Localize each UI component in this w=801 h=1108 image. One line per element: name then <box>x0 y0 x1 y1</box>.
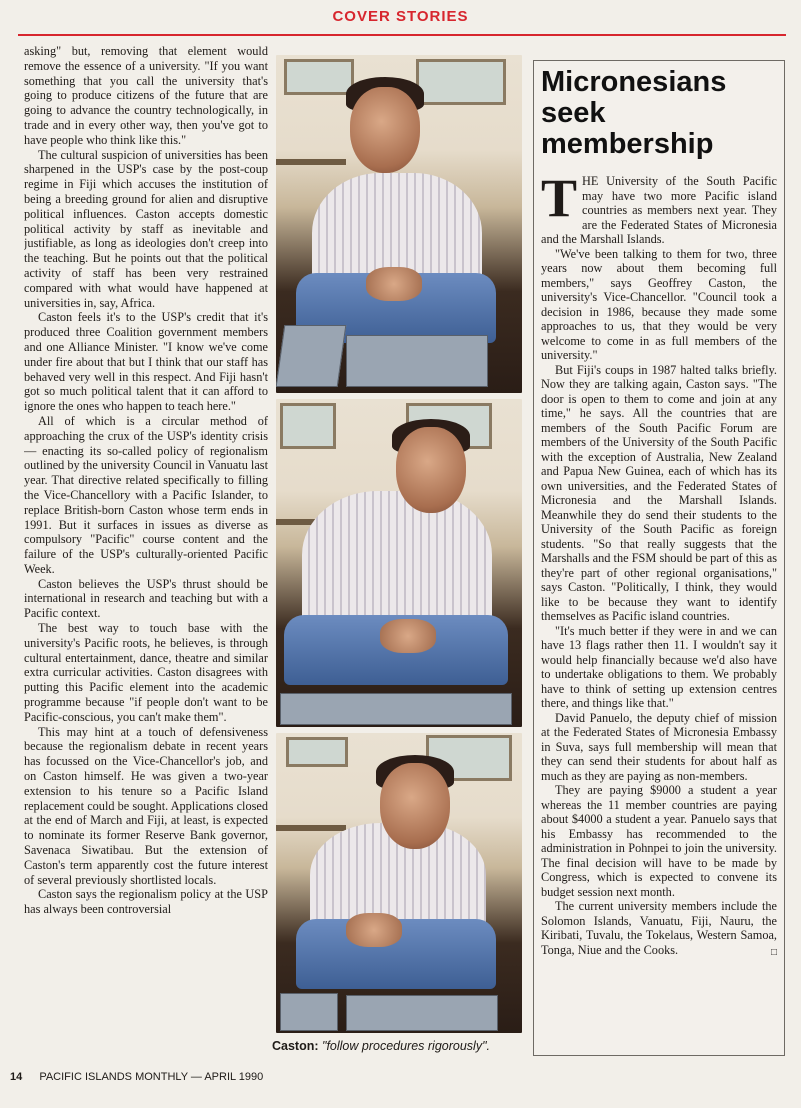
sidebar-paragraph: David Panuelo, the deputy chief of mission at the Federated States of Micronesia Embassy in Suva, says full membership will mean that they can send their students for about half as much as they are paying as non-members. <box>541 710 777 783</box>
photo-caston-1 <box>276 55 522 393</box>
sidebar-paragraph <box>541 168 777 247</box>
sidebar-title: Micronesians seek membership <box>541 66 727 160</box>
page-footer <box>10 1071 263 1083</box>
end-mark-icon: □ <box>770 946 777 958</box>
article-paragraph: The best way to touch base with the university's Pacific roots, he believes, is through cultural entertainment, dance, theatre and similar extra curricular activities. Caston disagrees with putting this Pacific element into the academic programme because "if people don't want to be Pacific-conscious, you can't make them". <box>24 621 268 724</box>
article-paragraph: The cultural suspicion of universities has been sharpened in the USP's case by the post-coup regime in Fiji which accuses the institution of being a breeding ground for alien and disruptive political influences. Caston accepts domestic political activity by staff as inevitable and justifiable, as long as ideologies don't creep into the teaching. But he points out that the political activity of staff has been very restrained compared with what would have happened at universities in, say, Africa. <box>24 147 268 310</box>
publication-line: PACIFIC ISLANDS MONTHLY — APRIL 1990 <box>39 1071 264 1083</box>
article-left-column <box>24 44 268 1068</box>
sidebar-paragraph: "We've been talking to them for two, three years now about them becoming full members," says Geoffrey Caston, the university's Vice-Chancellor. "Council took a decision in 1986, because they made some approaches to us, that they would be very welcome to come in as full members of the university." <box>541 246 777 362</box>
sidebar-paragraph: They are paying $9000 a student a year whereas the 11 member countries are paying about $4000 a student a year. Panuelo says that his Embassy has recommended to the administration in Pohnpei to join the university. The final decision will have to be made by Congress, which is expected to convene its budget session next month. <box>541 783 777 899</box>
caption-quote: "follow procedures rigorously". <box>322 1039 490 1053</box>
sidebar-paragraph: But Fiji's coups in 1987 halted talks briefly. Now they are talking again, Caston says. "The door is open to them to come and join at any time," he says. All the countries that are members of the South Pacific Forum are members of the University of the South Pacific with the exception of Australia, New Zealand and Papua New Guinea, each of which has its own universities, and the Federated States of Micronesia and the Marshall Islands. Meanwhile they do send their students to the University of the South Pacific as foreign students. "So that really suggests that the Marshalls and the FSM should be part of this as they're part of other regional organisations," says Caston. "Politically, I think, they would like to be because they want to identify themselves as Pacific island countries. <box>541 362 777 623</box>
article-paragraph: asking" but, removing that element would remove the essence of a university. "If you want something that you call the university that's going to produce citizens of the future that are going to advance the country technologically, in trade and in every other way, then you've got to have people who think like this." <box>24 44 268 147</box>
photo-strip <box>276 55 524 1033</box>
article-paragraph: Caston believes the USP's thrust should be international in research and teaching but with a Pacific context. <box>24 576 268 621</box>
header-rule <box>18 34 786 36</box>
section-header: COVER STORIES <box>332 8 469 25</box>
article-paragraph: This may hint at a touch of defensiveness because the regionalism debate in recent years has focussed on the Vice-Chancellor's job, and on Caston himself. He was given a two-year extension to his tenure so a Pacific Island replacement could be sought. Applications closed at the end of March and Fiji, at least, is expected to nominate its former Reserve Bank governor, Savenaca Siwatibau. But the extension of Caston's term apparently cost the future interest of several previously shortlisted locals. <box>24 724 268 887</box>
photo-caston-3 <box>276 733 522 1033</box>
sidebar-box <box>533 60 785 1056</box>
photo-caston-2 <box>276 399 522 727</box>
article-paragraph: Caston says the regionalism policy at the USP has always been controversial <box>24 887 268 917</box>
article-paragraph: All of which is a circular method of approaching the crux of the USP's identity crisis — enacting its so-called policy of regionalism outlined by the university Council in Vanuatu last year. That directive related specifically to filling the Vice-Chancellory with a Pacific Islander, to replace British-born Caston whose term ends in 1991. But it surfaces in issues as diverse as compulsory "Pacific" course content and the failure of the USP's culturally-oriented Pacific Week. <box>24 413 268 576</box>
caption-label: Caston: <box>272 1039 319 1053</box>
sidebar-body <box>541 168 777 958</box>
article-paragraph: Caston feels it's to the USP's credit that it's produced three Coalition government members and one Alliance Minister. "I know we've come under fire about that but I think that our staff has behaved very well in this respect. And Fiji hasn't got so much political talent that it can afford to ignore the ones who happen to teach here." <box>24 310 268 414</box>
sidebar-paragraph: "It's much better if they were in and we can have 13 flags rather then 11. I wouldn't say it would help financially because we'd also have to undertake obligations to them. We probably have to think of setting up extension centres there, and things like that." <box>541 623 777 710</box>
drop-cap: T <box>541 168 578 228</box>
sidebar-paragraph-text: HE University of the South Pacific may have two more Pacific island countries as members next year. They are the Federated States of Micronesia and the Marshall Islands. <box>541 174 777 246</box>
photo-caption <box>272 1039 532 1053</box>
sidebar-paragraph-text: The current university members include the Solomon Islands, Vanuatu, Fiji, Nauru, the Kiribati, Tuvalu, the Tokelaus, Western Samoa, Tonga, Niue and the Cooks. <box>541 899 777 957</box>
sidebar-paragraph <box>541 899 777 957</box>
page-number: 14 <box>10 1071 23 1083</box>
